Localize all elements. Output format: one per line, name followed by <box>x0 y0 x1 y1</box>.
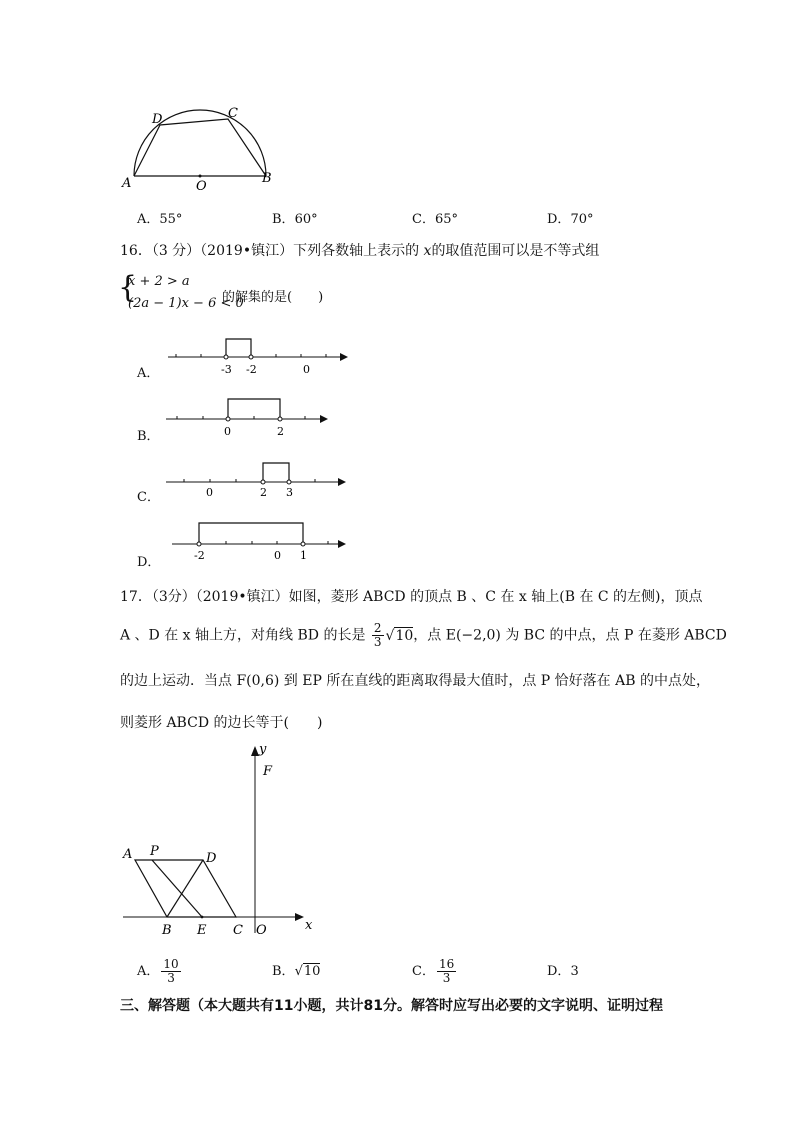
q16c-tick-1: 0 <box>206 486 213 499</box>
q16-option-d-key[interactable]: D． <box>137 555 161 570</box>
q16a-tick-3: 0 <box>303 363 310 376</box>
section-3-heading: 三、解答题（本大题共有11小题，共计81分。解答时应写出必要的文字说明、证明过程 <box>120 998 663 1014</box>
q16c-tick-2: 2 <box>260 486 267 499</box>
q17-label-p: P <box>150 844 159 859</box>
q17-stem-line2: A 、D 在 x 轴上方，对角线 BD 的长是 $\frac{2}{3}$ √10，点 E(−2,0) 为 BC 的中点，点 P 在菱形 ABCD <box>120 621 727 649</box>
q17-label-y: y <box>259 742 267 757</box>
q17-option-c[interactable]: C． $\frac{16}{3}$ <box>412 957 455 985</box>
q16-option-c-key[interactable]: C． <box>137 490 160 505</box>
q15-option-a[interactable]: A．55° <box>137 212 183 227</box>
q17-option-a[interactable]: A． $\frac{10}{3}$ <box>137 957 179 985</box>
q16a-tick-1: -3 <box>221 363 232 376</box>
q15-label-c: C <box>228 106 238 121</box>
q16-option-b-numberline <box>160 392 335 440</box>
q17-label-b: B <box>162 923 172 938</box>
q16b-tick-1: 0 <box>224 425 231 438</box>
q15-option-c[interactable]: C．65° <box>412 212 458 227</box>
q16a-tick-2: -2 <box>246 363 257 376</box>
q15-label-o: O <box>196 179 207 194</box>
q16-option-c-numberline <box>160 455 350 503</box>
q16b-tick-2: 2 <box>277 425 284 438</box>
q17-label-o: O <box>256 923 267 938</box>
q17-label-c: C <box>233 923 243 938</box>
q17-figure <box>115 740 325 940</box>
q16-option-b-key[interactable]: B． <box>137 429 160 444</box>
q16-stem: 16．（3 分）（2019•镇江）下列各数轴上表示的 x的取值范围可以是不等式组 <box>120 243 600 259</box>
q16d-tick-2: 0 <box>274 549 281 562</box>
q16c-tick-3: 3 <box>286 486 293 499</box>
q17-stem-line4: 则菱形 ABCD 的边长等于( ) <box>120 715 323 731</box>
q16-system-line2: (2a − 1)x − 6 < 0 <box>128 296 244 311</box>
q17-stem-line1: 17．（3分）（2019•镇江）如图，菱形 ABCD 的顶点 B 、C 在 x 轴上(B 在 C 的左侧)，顶点 <box>120 589 703 605</box>
q17-label-x: x <box>305 918 313 933</box>
q15-option-d[interactable]: D．70° <box>547 212 594 227</box>
q16-option-d-numberline <box>160 515 350 563</box>
q17-bd-fraction: $\frac{2}{3}$ <box>373 621 382 649</box>
q17-label-e: E <box>197 923 207 938</box>
q15-label-d: D <box>152 112 163 127</box>
q15-label-b: B <box>262 171 272 186</box>
q16-option-a-key[interactable]: A． <box>137 366 160 381</box>
q17-label-d: D <box>206 851 217 866</box>
q16-stem-tail: 的解集的是( ) <box>222 290 324 305</box>
q17-option-d[interactable]: D．3 <box>547 964 579 979</box>
q16-system-line1: x + 2 > a <box>128 274 190 289</box>
q15-label-a: A <box>122 176 132 191</box>
q16-option-a-numberline <box>160 330 350 378</box>
q15-option-b[interactable]: B．60° <box>272 212 318 227</box>
q17-label-f: F <box>263 764 273 779</box>
q17-label-a: A <box>123 847 133 862</box>
q17-option-b[interactable]: B．√10 <box>272 964 321 979</box>
q16d-tick-3: 1 <box>300 549 307 562</box>
q16d-tick-1: -2 <box>194 549 205 562</box>
q15-figure <box>118 100 288 195</box>
q17-stem-line3: 的边上运动．当点 F(0,6) 到 EP 所在直线的距离取得最大值时，点 P 恰好落在 AB 的中点处， <box>120 673 710 689</box>
q16-system-brace: { <box>118 270 138 305</box>
